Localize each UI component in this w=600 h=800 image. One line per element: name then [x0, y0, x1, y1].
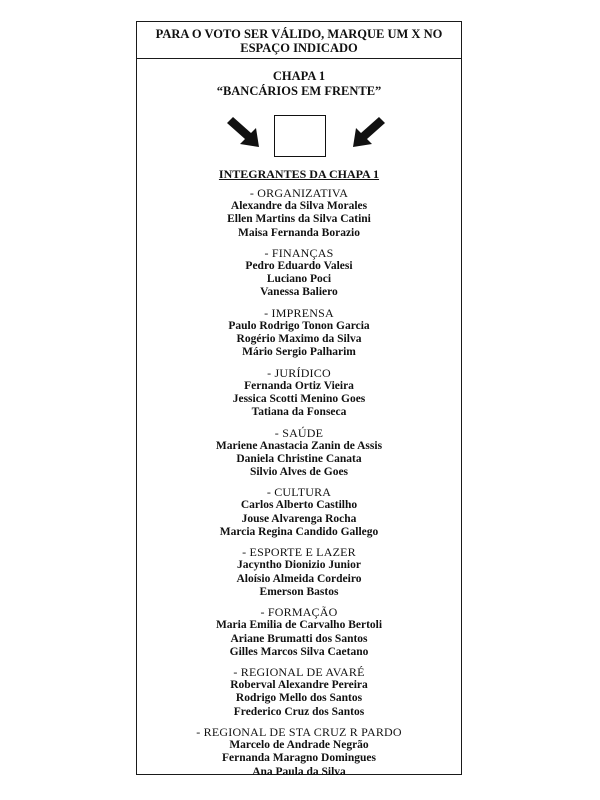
- member-name: Rodrigo Mello dos Santos: [235, 692, 363, 705]
- slate-name: CHAPA 1: [272, 69, 326, 83]
- member-name: Ariane Brumatti dos Santos: [230, 632, 368, 645]
- member-section: [137, 247, 461, 300]
- member-name: Paulo Rodrigo Tonon Garcia: [228, 319, 370, 332]
- member-section: [137, 606, 461, 659]
- slate-heading: [137, 69, 461, 99]
- department-label: - SAÚDE: [274, 425, 324, 440]
- member-section: [137, 486, 461, 539]
- member-section: [137, 546, 461, 599]
- member-name: Fernanda Maragno Domingues: [222, 752, 376, 765]
- member-name: Daniela Christine Canata: [236, 452, 362, 465]
- member-name: Marcia Regina Candido Gallego: [219, 526, 379, 539]
- instructions-line-2: ESPAÇO INDICADO: [240, 41, 358, 55]
- members-title: INTEGRANTES DA CHAPA 1: [218, 167, 380, 181]
- member-name: Ellen Martins da Silva Catini: [227, 213, 371, 226]
- member-name: Pedro Eduardo Valesi: [245, 259, 353, 272]
- member-section: [137, 307, 461, 360]
- member-name: Luciano Poci: [266, 273, 332, 286]
- vote-checkbox[interactable]: [274, 115, 326, 157]
- department-label: - CULTURA: [266, 485, 332, 500]
- member-name: Carlos Alberto Castilho: [240, 499, 358, 512]
- member-section: [137, 726, 461, 779]
- member-section: [137, 187, 461, 240]
- member-name: Jacyntho Dionizio Junior: [237, 559, 361, 572]
- member-section: [137, 666, 461, 719]
- slate-slogan: “BANCÁRIOS EM FRENTE”: [216, 84, 382, 98]
- vote-mark-row: [137, 115, 461, 161]
- member-section: [137, 367, 461, 420]
- member-name: Fernanda Ortiz Vieira: [244, 379, 354, 392]
- member-name: Roberval Alexandre Pereira: [230, 679, 368, 692]
- member-name: Jessica Scotti Menino Goes: [232, 392, 366, 405]
- department-label: - FINANÇAS: [264, 245, 334, 260]
- member-name: Emerson Bastos: [259, 585, 339, 598]
- ballot-instructions: [137, 22, 461, 59]
- member-name: Rogério Maximo da Silva: [236, 333, 362, 346]
- member-section: [137, 427, 461, 480]
- member-name: Marcelo de Andrade Negrão: [229, 739, 369, 752]
- department-label: - REGIONAL DE STA CRUZ R PARDO: [196, 725, 402, 740]
- department-label: - REGIONAL DE AVARÉ: [233, 665, 365, 680]
- member-name: Jouse Alvarenga Rocha: [241, 512, 357, 525]
- member-name: Mário Sergio Palharim: [242, 346, 356, 359]
- member-name: Vanessa Baliero: [260, 286, 338, 299]
- department-label: - FORMAÇÃO: [260, 605, 338, 620]
- instructions-line-1: PARA O VOTO SER VÁLIDO, MARQUE UM X NO: [155, 27, 443, 41]
- member-name: Maria Emilia de Carvalho Bertoli: [215, 619, 383, 632]
- department-label: - ORGANIZATIVA: [249, 186, 349, 200]
- member-name: Silvio Alves de Goes: [249, 466, 349, 479]
- member-name: Maisa Fernanda Borazio: [237, 226, 361, 239]
- member-name: Tatiana da Fonseca: [251, 406, 347, 419]
- member-name: Mariene Anastacia Zanin de Assis: [215, 439, 383, 452]
- department-label: - IMPRENSA: [264, 305, 334, 320]
- arrow-left-down-icon: [347, 117, 387, 151]
- member-name: Frederico Cruz dos Santos: [233, 705, 365, 718]
- department-label: - JURÍDICO: [267, 365, 331, 380]
- member-name: Alexandre da Silva Morales: [230, 200, 368, 212]
- member-name: Aloísio Almeida Cordeiro: [236, 572, 362, 585]
- arrow-right-down-icon: [225, 117, 265, 151]
- department-label: - ESPORTE E LAZER: [242, 545, 356, 560]
- members-list: [137, 187, 461, 779]
- member-name: Gilles Marcos Silva Caetano: [229, 645, 369, 658]
- ballot-card: [136, 21, 462, 778]
- member-name: Ana Paula da Silva: [252, 765, 346, 778]
